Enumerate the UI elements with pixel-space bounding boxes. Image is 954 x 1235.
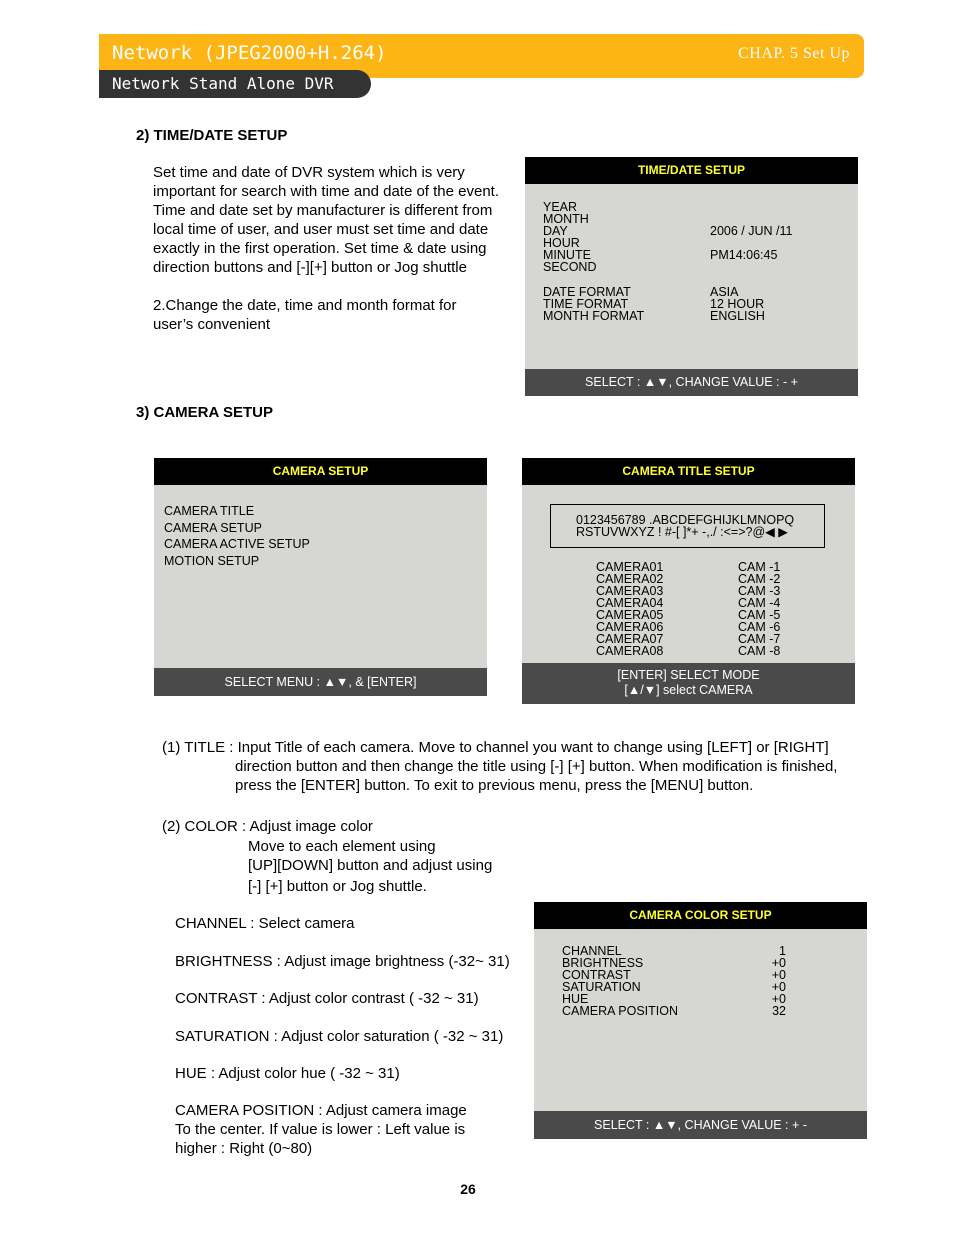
day-label: DAY [543,224,568,238]
camera-title-value[interactable]: CAM -5 [738,608,781,622]
camera-color-panel-title: CAMERA COLOR SETUP [534,902,867,929]
date-value[interactable]: 2006 / JUN /11 [710,224,793,238]
color-desc-line: [-] [+] button or Jog shuttle. [248,877,427,895]
description-line: Time and date set by manufacturer is different from [153,202,493,219]
position-desc-line: CAMERA POSITION : Adjust camera image [175,1102,467,1119]
channel-value[interactable]: 1 [779,944,786,958]
camera-title-value[interactable]: CAM -4 [738,596,781,610]
description-line: Set time and date of DVR system which is very [153,164,465,181]
date-format-label: DATE FORMAT [543,285,631,299]
time-date-panel [525,157,858,396]
menu-item-camera-setup[interactable]: CAMERA SETUP [164,520,262,535]
camera-position-value[interactable]: 32 [772,1004,786,1018]
brightness-value[interactable]: +0 [771,956,786,970]
hue-desc: HUE : Adjust color hue ( -32 ~ 31) [175,1065,400,1082]
character-selector[interactable] [550,504,825,548]
chapter-label: CHAP. 5 Set Up [738,45,850,62]
hour-label: HOUR [543,236,580,250]
camera-title-value[interactable]: CAM -8 [738,644,781,658]
camera-setup-panel [154,458,487,696]
time-format-label: TIME FORMAT [543,297,629,311]
brightness-desc: BRIGHTNESS : Adjust image brightness (-32~ 31) [175,953,510,970]
title-desc-line: press the [ENTER] button. To exit to previous menu, press the [MENU] button. [235,777,754,794]
menu-item-motion-setup[interactable]: MOTION SETUP [164,554,260,569]
color-desc-line: Move to each element using [248,837,436,855]
channel-desc: CHANNEL : Select camera [175,915,355,932]
camera-name[interactable]: CAMERA07 [596,632,664,646]
header-subtitle: Network Stand Alone DVR [112,74,334,93]
camera-setup-panel-title: CAMERA SETUP [154,458,487,485]
camera-name[interactable]: CAMERA04 [596,596,664,610]
description-line: direction buttons and [-][+] button or Jog shuttle [153,259,467,276]
camera-title-value[interactable]: CAM -7 [738,632,781,646]
time-date-heading: 2) TIME/DATE SETUP [136,127,288,144]
title-desc-line: (1) TITLE : Input Title of each camera. Move to channel you want to change using [LEFT] or [RIGHT] [162,739,829,756]
camera-setup-menu [164,503,310,570]
description-line: exactly in the first operation. Set time & date using [153,240,487,257]
time-date-description [153,163,499,277]
format-values [710,286,765,322]
contrast-desc: CONTRAST : Adjust color contrast ( -32 ~ 31) [175,990,479,1007]
time-date-panel-footer: SELECT : ▲▼, CHANGE VALUE : - + [525,369,858,396]
charset-row-1[interactable]: 0123456789 .ABCDEFGHIJKLMNOPQ [576,513,795,527]
contrast-label: CONTRAST [562,968,631,982]
description-line: local time of user, and user must set time and date [153,221,489,238]
saturation-label: SATURATION [562,980,641,994]
year-label: YEAR [543,200,578,214]
charset-row-2[interactable]: RSTUVWXYZ ! #-[ ]*+ -,./ :<=>?@◀ ▶ [576,525,788,539]
saturation-value[interactable]: +0 [771,980,786,994]
camera-name[interactable]: CAMERA01 [596,560,664,574]
position-desc-line: higher : Right (0~80) [175,1140,313,1157]
format-labels [543,286,644,322]
camera-setup-panel-footer: SELECT MENU : ▲▼, & [ENTER] [154,668,487,696]
time-format-value[interactable]: 12 HOUR [710,297,765,311]
time-date-panel-title: TIME/DATE SETUP [525,157,858,184]
time-value[interactable]: PM14:06:45 [710,248,778,262]
camera-name-list [596,561,663,657]
camera-title-panel-footer [522,663,855,704]
camera-title-list [738,561,780,657]
camera-title-panel [522,458,855,704]
month-format-label: MONTH FORMAT [543,309,645,323]
camera-name[interactable]: CAMERA03 [596,584,664,598]
camera-title-value[interactable]: CAM -1 [738,560,781,574]
channel-label: CHANNEL [562,944,622,958]
date-format-value[interactable]: ASIA [710,285,739,299]
note-line: 2.Change the date, time and month format for [153,297,457,314]
camera-title-value[interactable]: CAM -6 [738,620,781,634]
camera-name[interactable]: CAMERA06 [596,620,664,634]
camera-color-panel [534,902,867,1139]
position-desc-line: To the center. If value is lower : Left value is [175,1121,466,1138]
camera-color-panel-footer: SELECT : ▲▼, CHANGE VALUE : + - [534,1111,867,1139]
color-labels [562,945,678,1017]
camera-name[interactable]: CAMERA02 [596,572,664,586]
camera-title-panel-title: CAMERA TITLE SETUP [522,458,855,485]
camera-name[interactable]: CAMERA05 [596,608,664,622]
contrast-value[interactable]: +0 [771,968,786,982]
description-line: important for search with time and date of the event. [153,183,500,200]
time-date-note [153,296,457,334]
title-description [162,738,837,795]
camera-name[interactable]: CAMERA08 [596,644,664,658]
page-number: 26 [460,1181,476,1197]
saturation-desc: SATURATION : Adjust color saturation ( -32 ~ 31) [175,1028,504,1045]
month-format-value[interactable]: ENGLISH [710,309,765,323]
camera-position-label: CAMERA POSITION [562,1004,678,1018]
second-label: SECOND [543,260,597,274]
menu-item-camera-title[interactable]: CAMERA TITLE [164,504,255,518]
header-title: Network (JPEG2000+H.264) [112,42,387,64]
color-values [756,945,786,1017]
hue-label: HUE [562,992,589,1006]
camera-position-desc [175,1101,467,1158]
footer-line: [ENTER] SELECT MODE [617,668,760,682]
menu-item-camera-active-setup[interactable]: CAMERA ACTIVE SETUP [164,537,310,552]
hue-value[interactable]: +0 [771,992,786,1006]
color-description [162,817,492,896]
color-desc-line: [UP][DOWN] button and adjust using [248,857,493,874]
color-desc-line: (2) COLOR : Adjust image color [162,818,373,835]
footer-line: [▲/▼] select CAMERA [624,683,753,697]
note-line: user’s convenient [153,316,271,333]
camera-title-value[interactable]: CAM -3 [738,584,781,598]
camera-setup-heading: 3) CAMERA SETUP [136,404,273,421]
camera-title-value[interactable]: CAM -2 [738,572,781,586]
minute-label: MINUTE [543,248,591,262]
time-date-labels [543,201,596,273]
title-desc-line: direction button and then change the title using [-] [+] button. When modification is finished, [235,758,838,775]
month-label: MONTH [543,212,589,226]
brightness-label: BRIGHTNESS [562,956,644,970]
